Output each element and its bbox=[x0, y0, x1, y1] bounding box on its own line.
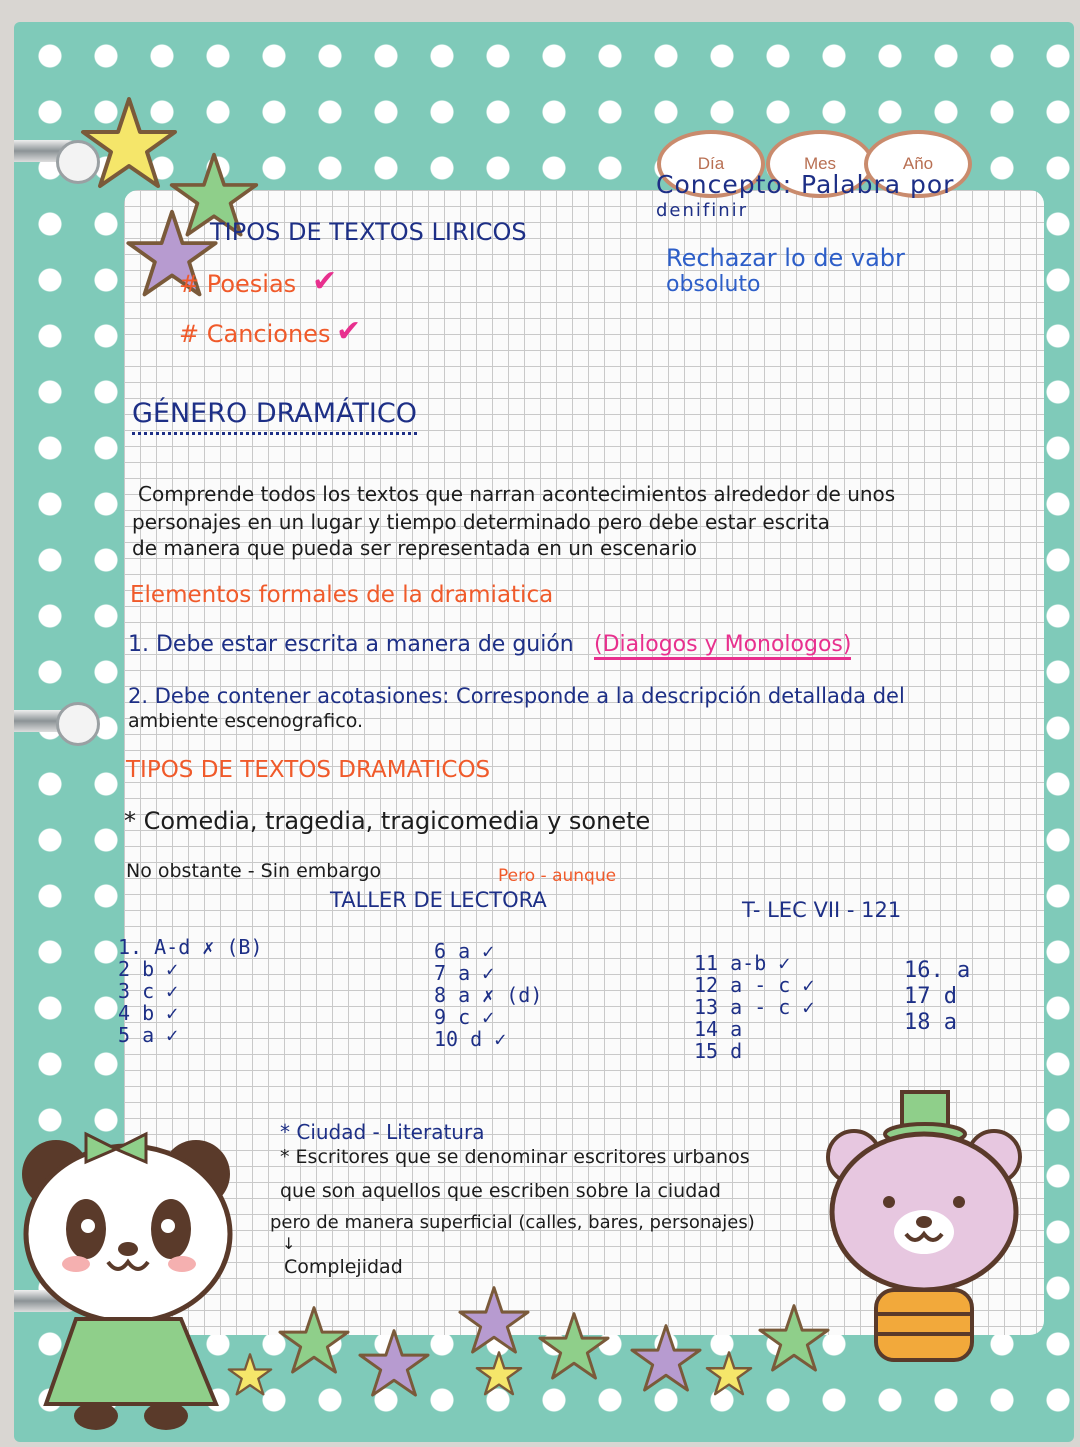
reject-line-1: Rechazar lo de vabr bbox=[666, 244, 905, 272]
yellow-star-icon bbox=[704, 1350, 754, 1398]
reject-line-2: obsoluto bbox=[666, 272, 761, 297]
green-star-icon bbox=[754, 1302, 834, 1376]
definition-line-2: personajes en un lugar y tiempo determinado pero debe estar escrita bbox=[132, 510, 830, 534]
types-title: TIPOS DE TEXTOS DRAMATICOS bbox=[126, 757, 491, 783]
green-star-icon bbox=[534, 1310, 614, 1384]
answer-item: 3 c ✓ bbox=[118, 979, 179, 1003]
answers-column-2 bbox=[434, 940, 542, 1050]
taller-title: TALLER DE LECTORA bbox=[330, 888, 547, 912]
answer-item: 11 a-b ✓ bbox=[694, 951, 791, 975]
month-label: Mes bbox=[803, 154, 837, 173]
year-label: Año bbox=[902, 154, 934, 173]
answer-item: 16. a bbox=[904, 958, 971, 983]
answers-column-1 bbox=[118, 936, 263, 1046]
answer-item: 17 d bbox=[904, 984, 957, 1009]
lyric-item-canciones: # Canciones bbox=[179, 320, 331, 348]
note-line-5: Complejidad bbox=[284, 1256, 403, 1278]
answer-item: 1. A-d ✗ (B) bbox=[118, 935, 263, 959]
note-line-3: que son aquellos que escriben sobre la ciudad bbox=[280, 1180, 721, 1202]
down-arrow-icon: ↓ bbox=[282, 1234, 296, 1253]
binder-hole bbox=[56, 140, 100, 184]
answer-item: 14 a bbox=[694, 1017, 743, 1041]
answers-column-4 bbox=[904, 958, 970, 1036]
answer-item: 12 a - c ✓ bbox=[694, 973, 815, 997]
bear-mascot-icon bbox=[814, 1082, 1034, 1382]
binder-hole bbox=[56, 702, 100, 746]
connectors-right: Pero - aunque bbox=[498, 866, 617, 886]
definition-line-3: de manera que pueda ser representada en un escenario bbox=[132, 536, 697, 560]
note-line-4: pero de manera superficial (calles, bares, personajes) bbox=[270, 1212, 755, 1233]
taller-code: T- LEC VII - 121 bbox=[742, 898, 902, 922]
answer-item: 15 d bbox=[694, 1039, 743, 1063]
element-1: 1. Debe estar escrita a manera de guión bbox=[128, 632, 574, 657]
answer-item: 13 a - c ✓ bbox=[694, 995, 815, 1019]
answer-item: 10 d ✓ bbox=[434, 1027, 507, 1051]
element-2-line-1: 2. Debe contener acotasiones: Corresponde a la descripción detallada del bbox=[128, 684, 905, 708]
answer-item: 2 b ✓ bbox=[118, 957, 179, 981]
connectors-left: No obstante - Sin embargo bbox=[126, 860, 382, 882]
note-line-2: * Escritores que se denominar escritores urbanos bbox=[280, 1146, 750, 1168]
answer-item: 9 c ✓ bbox=[434, 1005, 495, 1029]
yellow-star-icon bbox=[226, 1352, 274, 1398]
check-mark-icon: ✔ bbox=[336, 314, 362, 349]
answer-item: 6 a ✓ bbox=[434, 939, 495, 963]
concept-line-2: denifinir bbox=[656, 200, 749, 221]
lyric-item-poesias: # Poesias bbox=[179, 270, 297, 298]
concept-line-1: Concepto: Palabra por bbox=[656, 170, 955, 199]
purple-star-icon bbox=[454, 1284, 534, 1358]
elements-title: Elementos formales de la dramiatica bbox=[130, 582, 554, 608]
drama-title: GÉNERO DRAMÁTICO bbox=[132, 398, 417, 435]
check-mark-icon: ✔ bbox=[312, 264, 338, 299]
lyric-title: TIPOS DE TEXTOS LIRICOS bbox=[210, 218, 527, 246]
day-label: Día bbox=[697, 154, 725, 173]
answer-item: 7 a ✓ bbox=[434, 961, 495, 985]
types-line: * Comedia, tragedia, tragicomedia y sonete bbox=[124, 807, 651, 835]
element-1-extra: (Dialogos y Monologos) bbox=[594, 632, 851, 660]
note-line-1: * Ciudad - Literatura bbox=[280, 1120, 485, 1144]
notebook-page bbox=[14, 22, 1074, 1442]
definition-line-1: Comprende todos los textos que narran acontecimientos alrededor de unos bbox=[138, 482, 896, 506]
answer-item: 5 a ✓ bbox=[118, 1023, 179, 1047]
purple-star-icon bbox=[626, 1322, 706, 1396]
yellow-star-icon bbox=[474, 1350, 524, 1398]
answers-column-3 bbox=[694, 952, 814, 1062]
green-star-icon bbox=[274, 1304, 354, 1378]
answer-item: 4 b ✓ bbox=[118, 1001, 179, 1025]
purple-star-icon bbox=[354, 1327, 434, 1401]
answer-item: 8 a ✗ (d) bbox=[434, 983, 543, 1007]
element-2-line-2: ambiente escenografico. bbox=[128, 710, 364, 732]
answer-item: 18 a bbox=[904, 1010, 957, 1035]
